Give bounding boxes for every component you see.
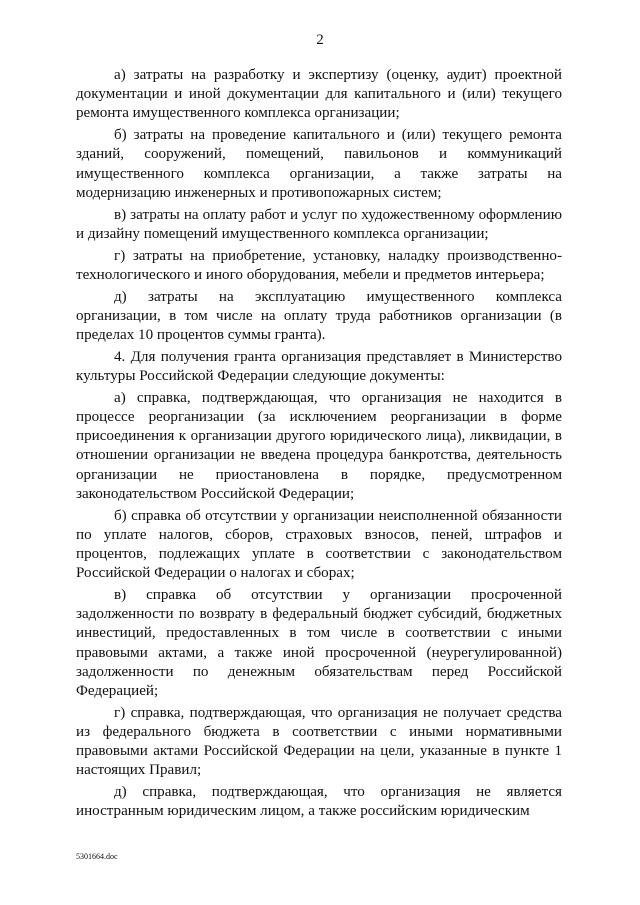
paragraph-4d-funding-certificate: г) справка, подтверждающая, что организация не получает средства из федерального бюджета в соответствии с иными нормативными правовыми актами Российской Федерации на цели, указанные в пункте 1 настоящих Правил; <box>76 704 562 779</box>
paragraph-4b-tax-certificate: б) справка об отсутствии у организации неисполненной обязанности по уплате налогов, сборов, страховых взносов, пеней, штрафов и процентов, подлежащих уплате в соответствии с законодательством Российской Федерации о налогах и сборах; <box>76 507 562 582</box>
document-body <box>76 66 562 822</box>
paragraph-4a-reorganization-certificate: а) справка, подтверждающая, что организация не находится в процессе реорганизации (за исключением реорганизации в форме присоединения к организации другого юридического лица), ликвидации, в отношении организации не введена процедура банкротства, деятельность организации не приостановлена в порядке, предусмотренном законодательством Российской Федерации; <box>76 389 562 502</box>
document-file-name: 5301664.doc <box>76 852 118 861</box>
paragraph-4c-debt-certificate: в) справка об отсутствии у организации просроченной задолженности по возврату в федеральный бюджет субсидий, бюджетных инвестиций, предоставленных в том числе в соответствии с иными правовыми актами, а также иной просроченной (неурегулированной) задолженности по денежным обязательствам перед Российской Федерацией; <box>76 587 562 700</box>
paragraph-4e-foreign-entity-certificate: д) справка, подтверждающая, что организация не является иностранным юридическим лицом, а также российским юридическим <box>76 784 562 820</box>
page-number: 2 <box>316 32 324 48</box>
paragraph-1d-equipment-costs: г) затраты на приобретение, установку, наладку производственно-технологического и иного оборудования, мебели и предметов интерьера; <box>76 247 562 283</box>
paragraph-1b-repair-costs: б) затраты на проведение капитального и (или) текущего ремонта зданий, сооружений, помещений, павильонов и коммуникаций имущественного комплекса организации, а также затраты на модернизацию инженерных и противопожарных систем; <box>76 127 562 201</box>
paragraph-4-required-documents: 4. Для получения гранта организация представляет в Министерство культуры Российской Федерации следующие документы: <box>76 348 562 385</box>
paragraph-1a-design-costs: а) затраты на разработку и экспертизу (оценку, аудит) проектной документации и иной документации для капитального и (или) текущего ремонта имущественного комплекса организации; <box>76 67 562 122</box>
paragraph-1c-decoration-costs: в) затраты на оплату работ и услуг по художественному оформлению и дизайну помещений имущественного комплекса организации; <box>76 206 562 242</box>
paragraph-1e-operation-costs: д) затраты на эксплуатацию имущественного комплекса организации, в том числе на оплату труда работников организации (в пределах 10 процентов суммы гранта). <box>76 288 562 344</box>
